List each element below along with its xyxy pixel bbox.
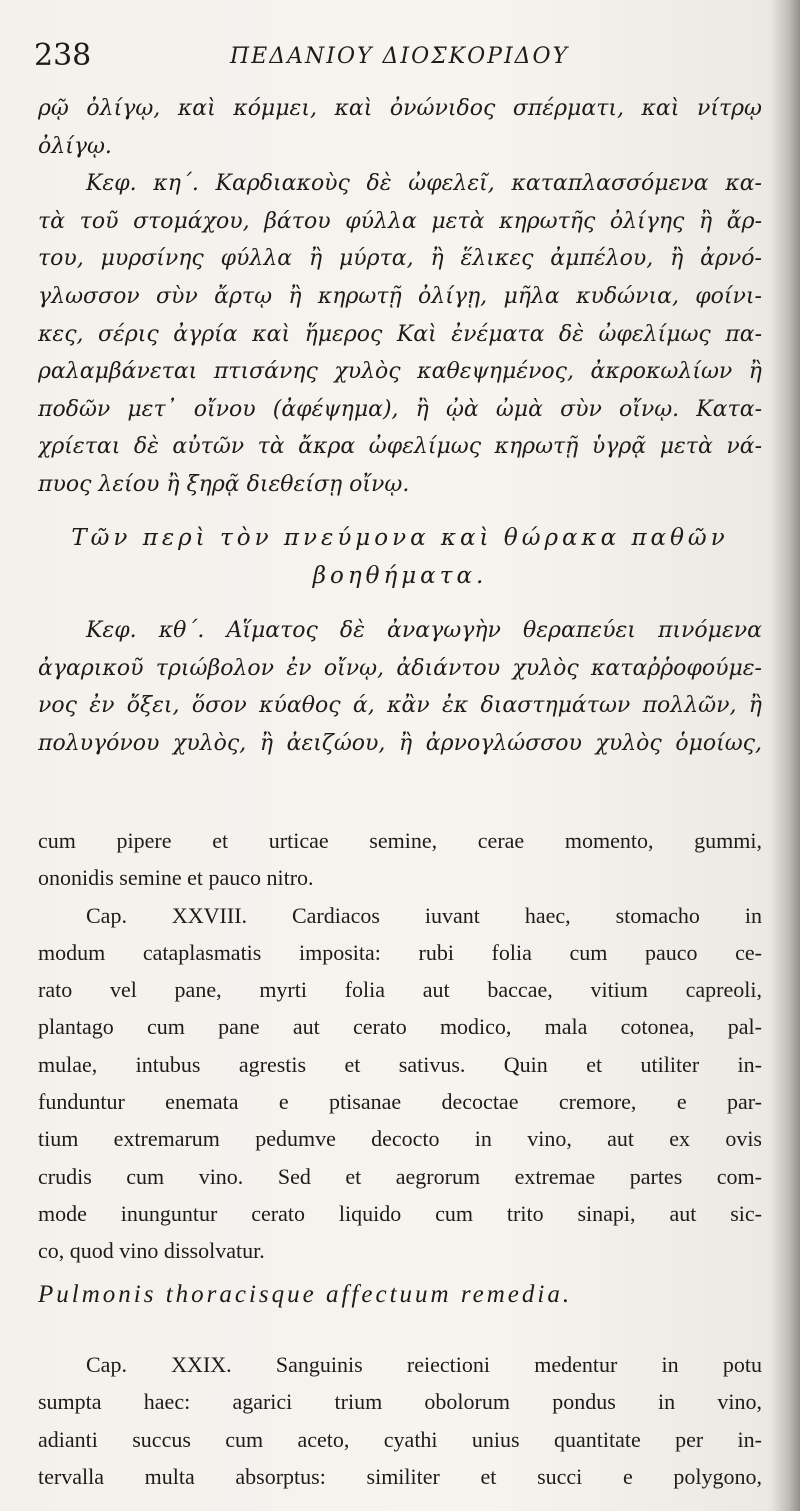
text-line: Cap. XXIX. Sanguinis reiectioni medentur in potu xyxy=(86,1352,762,1377)
text-line: co, quod vino dissolvatur. xyxy=(38,1238,265,1264)
text-line: χρίεται δὲ αὐτῶν τὰ ἄκρα ὠφελίμως κηρωτῇ ὑγρᾷ μετὰ νά- xyxy=(38,434,762,460)
text-line: Κεφ. κη΄. Καρδιακοὺς δὲ ὠφελεῖ, καταπλασσόμενα κα- xyxy=(86,171,762,197)
greek-chapter-29 xyxy=(38,612,762,762)
text-line: κες, σέρις ἀγρία καὶ ἥμερος Καὶ ἐνέματα δὲ ὠφελίμως πα- xyxy=(38,321,762,347)
text-line: mode inunguntur cerato liquido cum trito sinapi, aut sic- xyxy=(38,1200,762,1226)
text-line: ἀγαρικοῦ τριώβολον ἐν οἴνῳ, ἀδιάντου χυλὸς καταῤῥοφούμε- xyxy=(38,655,762,681)
text-line: Cap. XXVIII. Cardiacos iuvant haec, stomacho in xyxy=(86,902,762,928)
latin-chapter-29 xyxy=(38,1346,762,1495)
text-line: plantago cum pane aut cerato modico, mala cotonea, pal- xyxy=(38,1014,762,1040)
heading-line: Τῶν περὶ τὸν πνεύμονα καὶ θώρακα παθῶν xyxy=(71,525,729,551)
text-line: ραλαμβάνεται πτισάνης χυλὸς καθεψημένος, ἀκροκωλίων ἢ xyxy=(38,359,762,385)
text-line: Κεφ. κθ΄. Αἵματος δὲ ἀναγωγὴν θεραπεύει πινόμενα xyxy=(86,618,762,643)
running-head: ΠΕΔΑΝΙΟΥ ΔΙΟΣΚΟΡΙΔΟΥ xyxy=(230,44,570,69)
text-line: ρῷ ὀλίγῳ, καὶ κόμμει, καὶ ὀνώνιδος σπέρματι, καὶ νίτρῳ xyxy=(38,96,762,121)
heading-line: βοηθήματα. xyxy=(312,562,488,589)
text-line: tium extremarum pedumve decocto in vino, aut ex ovis xyxy=(38,1126,762,1152)
greek-section-heading xyxy=(38,520,762,595)
text-line: τὰ τοῦ στομάχου, βάτου φύλλα μετὰ κηρωτῆς ὀλίγης ἢ ἄρ- xyxy=(38,208,762,234)
page-number: 238 xyxy=(34,38,92,73)
text-line: crudis cum vino. Sed et aegrorum extremae partes com- xyxy=(38,1163,762,1189)
text-line: mulae, intubus agrestis et sativus. Quin et utiliter in- xyxy=(38,1051,762,1077)
text-line: adianti succus cum aceto, cyathi unius quantitate per in- xyxy=(38,1426,762,1452)
text-line: cum pipere et urticae semine, cerae momento, gummi, xyxy=(38,828,762,853)
latin-section-heading xyxy=(38,1276,762,1314)
page-edge-shadow xyxy=(772,0,800,1511)
greek-chapter-28 xyxy=(38,90,762,504)
text-line: sumpta haec: agarici trium obolorum pondus in vino, xyxy=(38,1389,762,1415)
text-line: tervalla multa absorptus: similiter et succi e polygono, xyxy=(38,1463,762,1489)
text-line: funduntur enemata e ptisanae decoctae cremore, e par- xyxy=(38,1089,762,1115)
text-line: ononidis semine et pauco nitro. xyxy=(38,865,314,891)
text-line: του, μυρσίνης φύλλα ἢ μύρτα, ἢ ἕλικες ἀμπέλου, ἢ ἀρνό- xyxy=(38,246,762,272)
text-line: ποδῶν μετ᾽ οἴνου (ἀφέψημα), ἢ ᾠὰ ὠμὰ σὺν οἴνῳ. Κατα- xyxy=(38,396,762,422)
text-line: πολυγόνου χυλὸς, ἢ ἀειζώου, ἢ ἀρνογλώσσου χυλὸς ὁμοίως, xyxy=(38,730,762,756)
text-line: modum cataplasmatis imposita: rubi folia cum pauco ce- xyxy=(38,939,762,965)
text-line: πυος λείου ἢ ξηρᾷ διεθείσῃ οἴνῳ. xyxy=(38,471,410,497)
latin-chapter-28 xyxy=(38,822,762,1270)
page-header xyxy=(34,36,764,76)
text-line: ὀλίγῳ. xyxy=(38,133,112,159)
heading-line: Pulmonis thoracisque affectuum remedia. xyxy=(38,1281,573,1308)
text-line: νος ἐν ὄξει, ὅσον κύαθος ά, κἂν ἐκ διαστημάτων πολλῶν, ἢ xyxy=(38,693,762,719)
text-line: rato vel pane, myrti folia aut baccae, vitium capreoli, xyxy=(38,977,762,1003)
text-line: γλωσσον σὺν ἄρτῳ ἢ κηρωτῇ ὀλίγῃ, μῆλα κυδώνια, φοίνι- xyxy=(38,283,762,309)
